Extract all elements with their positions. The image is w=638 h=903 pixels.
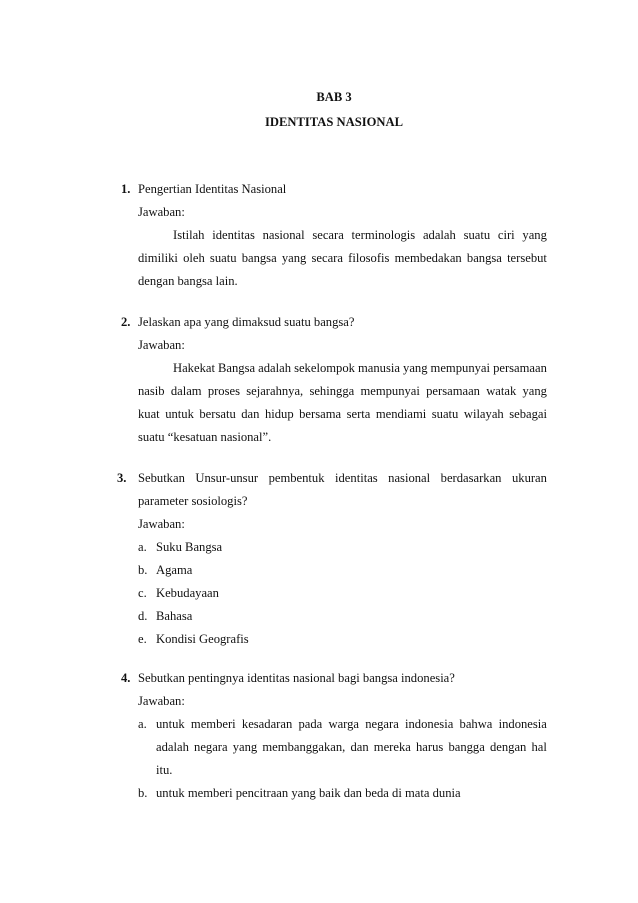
list-marker: b.	[138, 563, 148, 577]
question-text: Sebutkan Unsur-unsur pembentuk identitas nasional berdasarkan ukuran	[138, 471, 547, 485]
answer-line: dengan bangsa lain.	[138, 274, 238, 288]
list-item: Suku Bangsa	[156, 540, 223, 554]
question-text: parameter sosiologis?	[138, 494, 248, 508]
answer-line: nasib dalam proses sejarahnya, sehingga mempunyai persamaan watak yang	[138, 384, 547, 398]
answer-line: Istilah identitas nasional secara terminologis adalah suatu ciri yang	[173, 228, 547, 242]
list-item-line: untuk memberi pencitraan yang baik dan beda di mata dunia	[156, 786, 461, 800]
list-marker: d.	[138, 609, 148, 623]
chapter-number: BAB 3	[316, 90, 352, 104]
list-item: Kebudayaan	[156, 586, 219, 600]
list-item: Kondisi Geografis	[156, 632, 249, 646]
list-item: Agama	[156, 563, 193, 577]
question-number: 4.	[121, 671, 131, 685]
answer-line: Hakekat Bangsa adalah sekelompok manusia yang mempunyai persamaan	[173, 361, 547, 375]
answer-line: suatu “kesatuan nasional”.	[138, 430, 272, 444]
list-marker: a.	[138, 717, 147, 731]
question-text: Sebutkan pentingnya identitas nasional bagi bangsa indonesia?	[138, 671, 455, 685]
list-marker: c.	[138, 586, 147, 600]
question-number: 2.	[121, 315, 131, 329]
answer-label: Jawaban:	[138, 517, 185, 531]
question-number: 1.	[121, 182, 131, 196]
answer-label: Jawaban:	[138, 205, 185, 219]
list-item-line: itu.	[156, 763, 173, 777]
list-marker: b.	[138, 786, 148, 800]
answer-line: dimiliki oleh suatu bangsa yang secara filosofis membedakan bangsa tersebut	[138, 251, 547, 265]
answer-label: Jawaban:	[138, 338, 185, 352]
chapter-title: IDENTITAS NASIONAL	[265, 115, 403, 129]
list-marker: e.	[138, 632, 147, 646]
list-item-line: untuk memberi kesadaran pada warga negara indonesia bahwa indonesia	[156, 717, 547, 731]
question-text: Pengertian Identitas Nasional	[138, 182, 287, 196]
question-text: Jelaskan apa yang dimaksud suatu bangsa?	[138, 315, 355, 329]
answer-label: Jawaban:	[138, 694, 185, 708]
list-marker: a.	[138, 540, 147, 554]
list-item: Bahasa	[156, 609, 193, 623]
answer-line: kuat untuk bersatu dan hidup bersama serta mendiami suatu wilayah sebagai	[138, 407, 547, 421]
question-number: 3.	[117, 471, 127, 485]
list-item-line: adalah negara yang membanggakan, dan mereka harus bangga dengan hal	[156, 740, 547, 754]
